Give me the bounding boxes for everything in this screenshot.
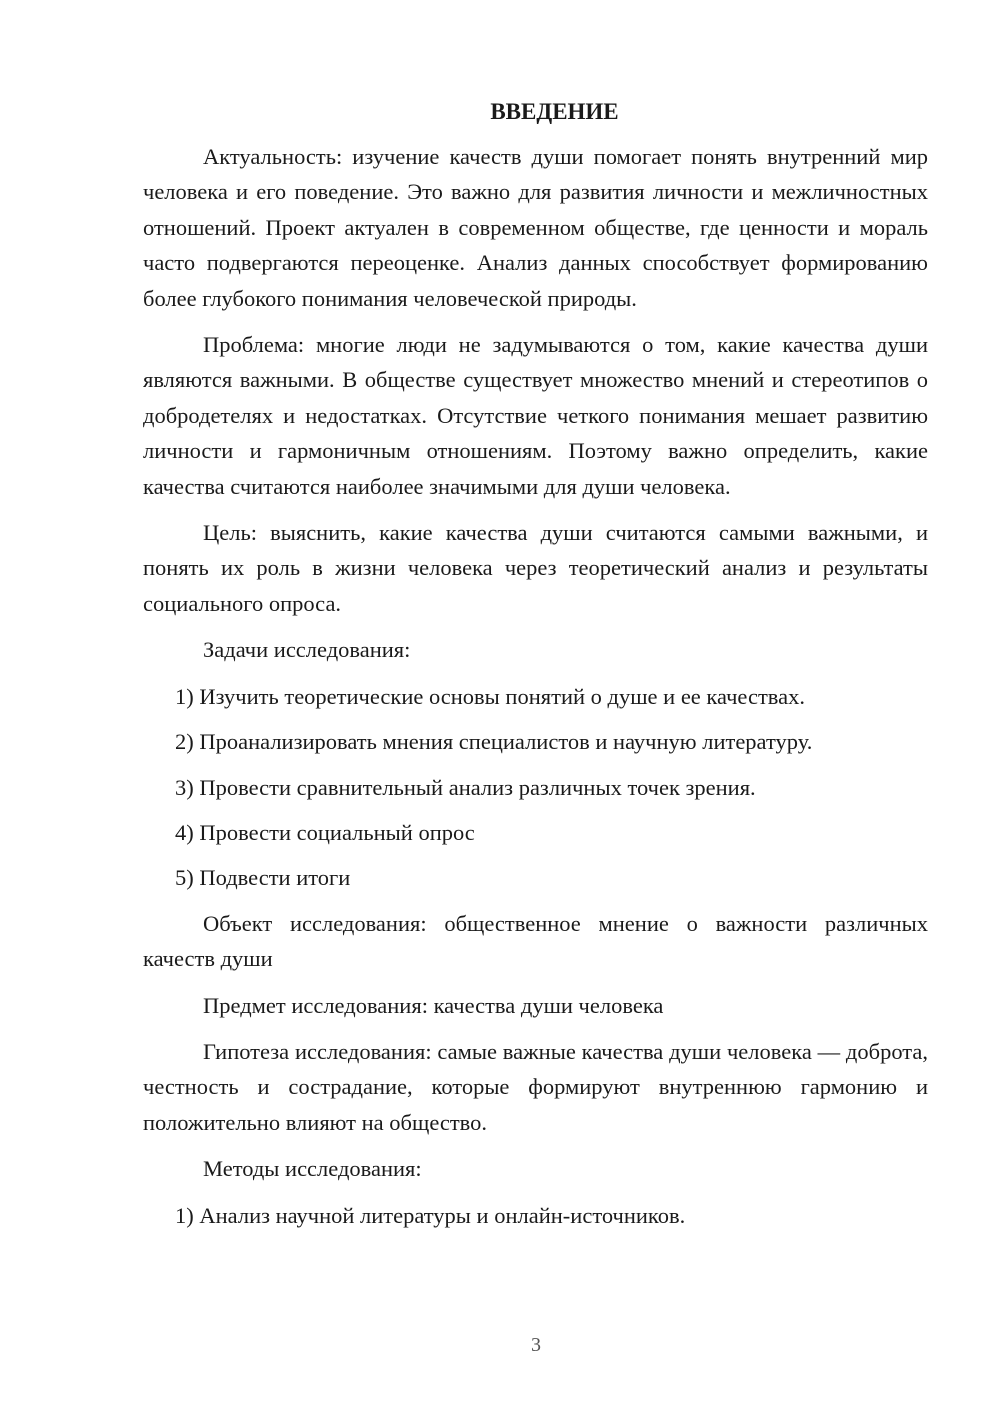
task-item: 1) Изучить теоретические основы понятий о душе и ее качествах. [175, 683, 805, 709]
task-item: 4) Провести социальный опрос [175, 819, 475, 845]
section-title: ВВЕДЕНИЕ [490, 99, 619, 124]
goal-paragraph: Цель: выяснить, какие качества души считаются самыми важными, и понять их роль в жизни человека через теоретический анализ и результаты социального опроса. [143, 520, 928, 616]
relevance-paragraph: Актуальность: изучение качеств души помогает понять внутренний мир человека и его поведение. Это важно для развития личности и межличностных отношений. Проект актуален в современном обществе, где ценности и мораль часто подвергаются переоценке. Анализ данных способствует формированию более глубокого понимания человеческой природы. [143, 144, 928, 311]
page-number: 3 [531, 1334, 541, 1356]
task-item: 3) Провести сравнительный анализ различных точек зрения. [175, 774, 756, 800]
task-item: 5) Подвести итоги [175, 865, 351, 891]
object-paragraph: Объект исследования: общественное мнение о важности различных качеств души [143, 910, 928, 972]
problem-paragraph: Проблема: многие люди не задумываются о том, какие качества души являются важными. В обществе существует множество мнений и стереотипов о добродетелях и недостатках. Отсутствие четкого понимания мешает развитию личности и гармоничным отношениям. Поэтому важно определить, какие качества считаются наиболее значимыми для души человека. [143, 332, 928, 499]
method-item: 1) Анализ научной литературы и онлайн-источников. [175, 1202, 686, 1228]
hypothesis-paragraph: Гипотеза исследования: самые важные качества души человека — доброта, честность и сострадание, которые формируют внутреннюю гармонию и положительно влияют на общество. [143, 1038, 928, 1135]
subject-paragraph: Предмет исследования: качества души человека [203, 992, 664, 1018]
task-item: 2) Проанализировать мнения специалистов и научную литературу. [175, 729, 813, 755]
tasks-heading: Задачи исследования: [203, 637, 411, 663]
methods-heading: Методы исследования: [203, 1156, 422, 1182]
